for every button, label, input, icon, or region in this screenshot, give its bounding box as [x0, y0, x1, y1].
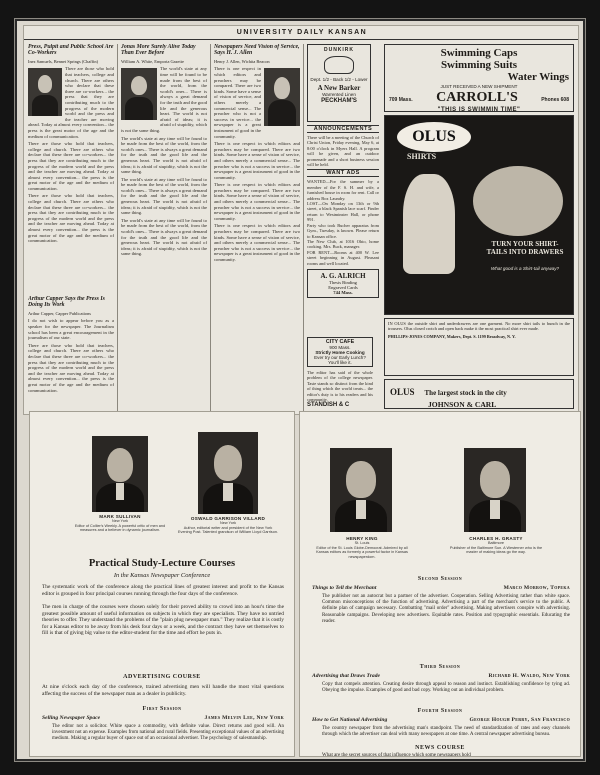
- headline-jonas: Jonas More Surely Alive Today Than Ever Before: [121, 44, 196, 57]
- masthead: UNIVERSITY DAILY KANSAN: [24, 26, 579, 40]
- portrait-photo: [121, 68, 157, 120]
- dunkirk-ad: [307, 44, 371, 122]
- third-session-heading: Third Session: [419, 664, 461, 670]
- caption-place: New York: [219, 521, 237, 525]
- portrait-photo: [464, 448, 526, 532]
- johnson-line3: JOHNSON & CARL: [428, 400, 497, 409]
- caption-sullivan: [70, 514, 170, 533]
- caption-place: Baltimore: [487, 541, 505, 545]
- session-3-speaker: Richard H. Waldo, New York: [488, 673, 570, 679]
- brochure-intro-2: The men in charge of the courses were chosen solely for their proved ability to crowd into an hour's time the greatest possible amount of useful information on subjects in which they are specialists. They have no untried theories to offer. They understand the problems of the "plain plug newspaper man." They realize that it is costly for a Kansas editor to be away from his desk four days or a week, and the contract they have set themselves to fill is that of giving big value to the editor-student for the time and effort he puts in.: [42, 604, 284, 637]
- newspaper-sheet: [23, 25, 579, 415]
- session-2-row: [312, 585, 570, 591]
- column-vision: [214, 44, 300, 412]
- advertising-course-body: At nine o'clock each day of the conference, trained advertising men will handle the most vital questions affecting the success of the newspaper man as a dealer in publicity.: [42, 684, 284, 697]
- portrait-photo: [92, 436, 148, 512]
- alrich-line2: Engraved Cards: [328, 284, 358, 290]
- caption-desc: Publisher of the Baltimore Sun. A Westerner who is the master of making ideas go the way.: [449, 545, 543, 555]
- olus-ad: [384, 115, 574, 315]
- olus-maker: PHILLIPS-JONES COMPANY, Makers, Dept. S. 1199 Broadway, N. Y.: [388, 333, 516, 339]
- byline-vision: Henry J. Allen, Wichita Beacon: [214, 58, 270, 64]
- caption-king: [312, 536, 412, 559]
- alrich-line1: Thesis Binding: [329, 279, 357, 285]
- body-vision: There is one respect in which editors and preachers may be compared. There are two kinds. Some have a sense of vision of service, and others merely a commercial sense... The preacher who is not a success in service... the newspaper is a great instrument of good in the community.: [214, 66, 261, 139]
- caption-desc: Author, editorial writer and president of the New York Evening Post. Talented grandson of William Lloyd Garrison.: [178, 525, 278, 535]
- carroll-name: CARROLL'S: [436, 90, 518, 105]
- session-1-row: [42, 715, 284, 721]
- body-jonas: The world's state at any time will be found to be made from the best of the world, from the world's ones... There is always a great demand for the truth and the good life and the generous heart. The world is not afraid of ideas; it is afraid of stupidity, which is not the same thing.: [121, 66, 207, 133]
- session-4-speaker: George Hough Perry, San Francisco: [469, 717, 570, 723]
- announcements-heading: ANNOUNCEMENTS: [307, 125, 379, 133]
- session-3-row: [312, 673, 570, 679]
- dunkirk-tagline: Warrented Linen: [322, 92, 356, 97]
- club-notice: The New Club, at 1016 Ohio, home cooking. Mrs. Buck, manager.: [307, 238, 379, 250]
- column-rule: [210, 44, 211, 412]
- caption-desc: Editor of the St. Louis Globe-Democrat. Admired by all Kansas editors as formerly a powerful factor in Kansas newspaperdom.: [316, 545, 408, 559]
- dunkirk-name: DUNKIRK: [323, 47, 355, 53]
- party-notice: Party who took Bucher apparatus from Gym., Tuesday, is known. Please return to Kansan office.: [307, 222, 379, 239]
- headline-vision: Newspapers Need Vision of Service, Says H. J. Allen: [214, 44, 300, 57]
- second-session-heading: Second Session: [417, 576, 463, 582]
- want-ads-heading: WANT ADS: [307, 169, 379, 177]
- session-2-speaker: Marco Morrow, Topeka: [503, 585, 570, 591]
- news-course-body: What are the secret sources of that influence which some newspapers hold: [322, 753, 471, 757]
- news-course-heading: NEWS COURSE: [415, 745, 465, 751]
- man-in-shirt-illustration: [403, 174, 455, 274]
- headline-pulpit: Press, Pulpit and Public School Are Co-Workers: [28, 44, 114, 57]
- brochure-intro: The systematic work of the conference along the practical lines of greatest interest and profit to the Kansas editor is grouped in four principal courses running through the four days of the conference.: [42, 584, 284, 597]
- body-jonas-2: The world's state at any time will be found to be made from the best of the world, from the world's ones... There is always a great demand for the truth and the good life and the generous heart. The world is not afraid of ideas; it is afraid of stupidity, which is not the same thing.: [121, 135, 207, 175]
- alrich-name: A. G. ALRICH: [320, 271, 366, 280]
- olus-copy: [384, 318, 574, 376]
- olus-body: IN OLUS the outside shirt and underdrawers are one garment. No more shirt tails to bunch in the trousers. Olus closed crotch and open back make it the most practical shirt ever made.: [388, 321, 570, 332]
- session-3-body: Copy that compels attention. Creating desire through appeal to reason and instinct. Establishing confidence by tying ad. Obeying the impulse. Examples of good and bad copy. Working out an individual problem.: [322, 682, 570, 694]
- body-vision-4: There is one respect in which editors and preachers may be compared. There are two kinds. Some have a sense of vision of service, and others merely a commercial sense... The preacher who is not a success in service... the newspaper is a great instrument of good in the community.: [214, 223, 300, 262]
- first-session-heading: First Session: [142, 706, 182, 712]
- carroll-ad: [384, 44, 574, 112]
- carroll-tag: "THIS IS SWIMMIN TIME": [437, 107, 521, 113]
- session-1-body: The editor not a solicitor. White space a commodity, with definite value. Direct returns and good will. An investment not an expense. Examples from national and rural fields. Presenting exceptional values of an advertising medium. Making a regular buyer of space out of an occasional advertiser. The psychology of salesmanship.: [52, 724, 284, 742]
- dunkirk-brand: A New Barker: [317, 84, 361, 92]
- body-pulpit: There are those who hold that teachers, college and church. There are others who declare that these three are co-workers... the press that they are contributing much to the progress of the modern world and the press and the teacher are moving ahead. Today at almost every convention... the press is the great motor of the age and the medium of communication.: [28, 66, 114, 139]
- johnson-line2: The largest stock in the city: [424, 389, 507, 397]
- brochure-right-page: [299, 411, 581, 757]
- caption-grasty: [446, 536, 546, 555]
- caption-name: CHARLES H. GRASTY: [469, 536, 523, 541]
- byline-pulpit: Inez Samuels, Bennet Springs (Chaffin): [28, 58, 99, 64]
- brochure-subtitle: In the Kansas Newspaper Conference: [113, 572, 211, 579]
- body-vision-2: There is one respect in which editors and preachers may be compared. There are two kinds. Some have a sense of vision of service, and others merely a commercial sense... The preacher who is not a success in service... the newspaper is a great instrument of good in the community.: [214, 141, 300, 180]
- lost-notice: LOST—On Monday on 13th or 9th street, a black Spanish lace scarf. Finder return to Westminster Hall, or phone 991.: [307, 201, 379, 223]
- carroll-line4: JUST RECEIVED A NEW SHIPMENT: [440, 84, 518, 89]
- session-4-title: How to Get National Advertising: [312, 717, 388, 723]
- cafe-line1: Strictly Home Cooking: [315, 350, 365, 355]
- editorial-body: The editor has said of the whole problem of the college newspaper. Taste stands so distinct from the kind of thing which the world treats... the editor's duty is to his readers and his community.: [307, 370, 373, 403]
- brochure-left-page: [29, 411, 295, 757]
- city-cafe-ad: [307, 337, 373, 367]
- dunkirk-shop: PECKHAM'S: [321, 98, 357, 104]
- carroll-address: 709 Mass.: [389, 97, 413, 103]
- fourth-session-heading: Fourth Session: [417, 708, 463, 714]
- column-rule: [303, 44, 304, 412]
- olus-turn: TURN YOUR SHIRT-TAILS INTO DRAWERS: [486, 240, 564, 256]
- session-1-title: Selling Newspaper Space: [42, 715, 101, 721]
- brochure-title: Practical Study-Lecture Courses: [88, 558, 236, 569]
- caption-name: HENRY KING: [346, 536, 378, 541]
- cafe-strip: [307, 337, 373, 413]
- portrait-photo: [28, 68, 62, 116]
- dunkirk-sizes: Dept. 1/2 - Back 1/2 - Lower: [310, 77, 368, 82]
- olus-sub: SHIRTS: [407, 152, 437, 161]
- body-vision-3: There is one respect in which editors and preachers may be compared. There are two kinds. Some have a sense of vision of service, and others merely a commercial sense... The preacher who is not a success in service... the newspaper is a great instrument of good in the community.: [214, 182, 300, 221]
- standish-ad: STANDISH & C: [307, 402, 373, 408]
- carroll-line3: Water Wings: [507, 71, 569, 83]
- olus-logo: OLUS: [397, 122, 471, 152]
- portrait-photo: [330, 448, 392, 532]
- session-3-title: Advertising that Draws Trade: [312, 673, 381, 679]
- caption-name: MARK SULLIVAN: [99, 514, 141, 519]
- cafe-line3: You'll like it.: [328, 360, 352, 365]
- body-jonas-3: The world's state at any time will be found to be made from the best of the world, from the world's ones... There is always a great demand for the truth and the good life and the generous heart. The world is not afraid of ideas; it is afraid of stupidity, which is not the same thing.: [121, 176, 207, 216]
- olus-question: What good is a Shirt-tail anyway?: [490, 266, 560, 271]
- caption-desc: Editor of Collier's Weekly. A powerful critic of men and measures and a believer in dynamic journalism.: [74, 523, 166, 533]
- byline-jonas: William A. White, Emporia Gazette: [121, 58, 184, 64]
- session-2-body: The publisher not an autocrat but a partner of the advertiser. Cooperation. Selling Advertising rather than white space. Common misconceptions of the function of advertising. Advertising a part of the merchant's service to the public. A definite plan of campaign necessary. Combatting "mail order" advertising. Making advertisers conspire with advertising. Reasonable campaigns. Developing new advertisers. Equitable rates. Position and typographic essentials. Educating the reader.: [322, 594, 570, 624]
- caption-name: OSWALD GARRISON VILLARD: [190, 516, 266, 521]
- carroll-row: [389, 90, 569, 106]
- for-rent-notice: FOR RENT—Rooms at 400 W. Lee street beginning in August. Pleasant rooms and well located.: [307, 249, 379, 266]
- advertising-course-heading: ADVERTISING COURSE: [123, 674, 201, 680]
- caption-villard: [178, 516, 278, 535]
- session-4-body: The country newspaper from the advertising man's standpoint. The need of standardization of rates and easy channels through which the advertiser can deal with many newspapers at one time. A central newspaper advertising bureau.: [322, 726, 570, 738]
- column-capper: [28, 296, 114, 412]
- want-ads-body: WANTED—For the summer by a member of the F. S. H. and wife, a furnished house in room for rent. Call or address Box Laundry.: [307, 179, 379, 201]
- alrich-address: 744 Mass.: [333, 289, 353, 295]
- column-display-ads: [384, 44, 576, 412]
- session-2-title: Things to Tell the Merchant: [312, 585, 377, 591]
- collar-icon: [324, 56, 354, 74]
- bird-illustration: [473, 166, 563, 236]
- portrait-photo: [264, 68, 300, 126]
- column-rule: [117, 44, 118, 412]
- portrait-photo: [198, 432, 258, 514]
- body-jonas-4: The world's state at any time will be found to be made from the best of the world, from the world's ones... There is always a great demand for the truth and the good life and the generous heart. The world is not afraid of ideas; it is afraid of stupidity, which is not the same thing.: [121, 217, 207, 257]
- announcements-body: There will be a meeting of the Church of Christ Union, Friday evening, May 6, at 8:00 o'clock in Myers Hall. A program will be given, and an outdoor promenade and a short business session will be held.: [307, 135, 379, 168]
- body-capper-2: There are those who hold that teachers, college and church. There are others who declare that these three are co-workers... the press that they are contributing much to the progress of the modern world and the press and the teacher are moving ahead. Today at almost every convention... the press is the great motor of the age and the medium of communication.: [28, 342, 114, 393]
- byline-capper: Arthur Capper, Capper Publications: [28, 310, 91, 316]
- johnson-line1: OLUS: [390, 387, 415, 397]
- cafe-address: 900 Mass.: [329, 345, 351, 350]
- caption-place: St. Louis: [354, 541, 370, 545]
- column-jonas: [121, 44, 207, 412]
- session-1-speaker: James Melvin Lee, New York: [204, 715, 284, 721]
- column-pulpit: [28, 44, 114, 294]
- body-pulpit-3: There are those who hold that teachers, college and church. There are others who declare that these three are co-workers... the press that they are contributing much to the progress of the modern world and the press and the teacher are moving ahead. Today at almost every convention... the press is the great motor of the age and the medium of communication.: [28, 193, 114, 244]
- carroll-line2: Swimming Suits: [440, 59, 518, 71]
- body-capper: I do not wish to appear before you as a speaker for the newspaper. The Journalism school has been a great encouragement in the journalism of our state.: [28, 318, 114, 341]
- body-pulpit-2: There are those who hold that teachers, college and church. There are others who declare that these three are co-workers... the press that they are contributing much to the progress of the modern world and the press and the teacher are moving ahead. Today at almost every convention... the press is the great motor of the age and the medium of communication.: [28, 141, 114, 191]
- caption-place: New York: [111, 519, 129, 523]
- johnson-ad: [384, 379, 574, 409]
- cafe-name: CITY CAFE: [325, 339, 355, 345]
- carroll-line1: Swimming Caps: [440, 47, 518, 59]
- cafe-line2: Ever try our Early Lunch?: [314, 355, 366, 360]
- headline-capper: Arthur Capper Says the Press Is Doing Its Work: [28, 296, 105, 309]
- alrich-ad: [307, 269, 379, 298]
- carroll-phones: Phones 608: [541, 97, 569, 103]
- session-4-row: [312, 717, 570, 723]
- scanned-page: [14, 18, 586, 762]
